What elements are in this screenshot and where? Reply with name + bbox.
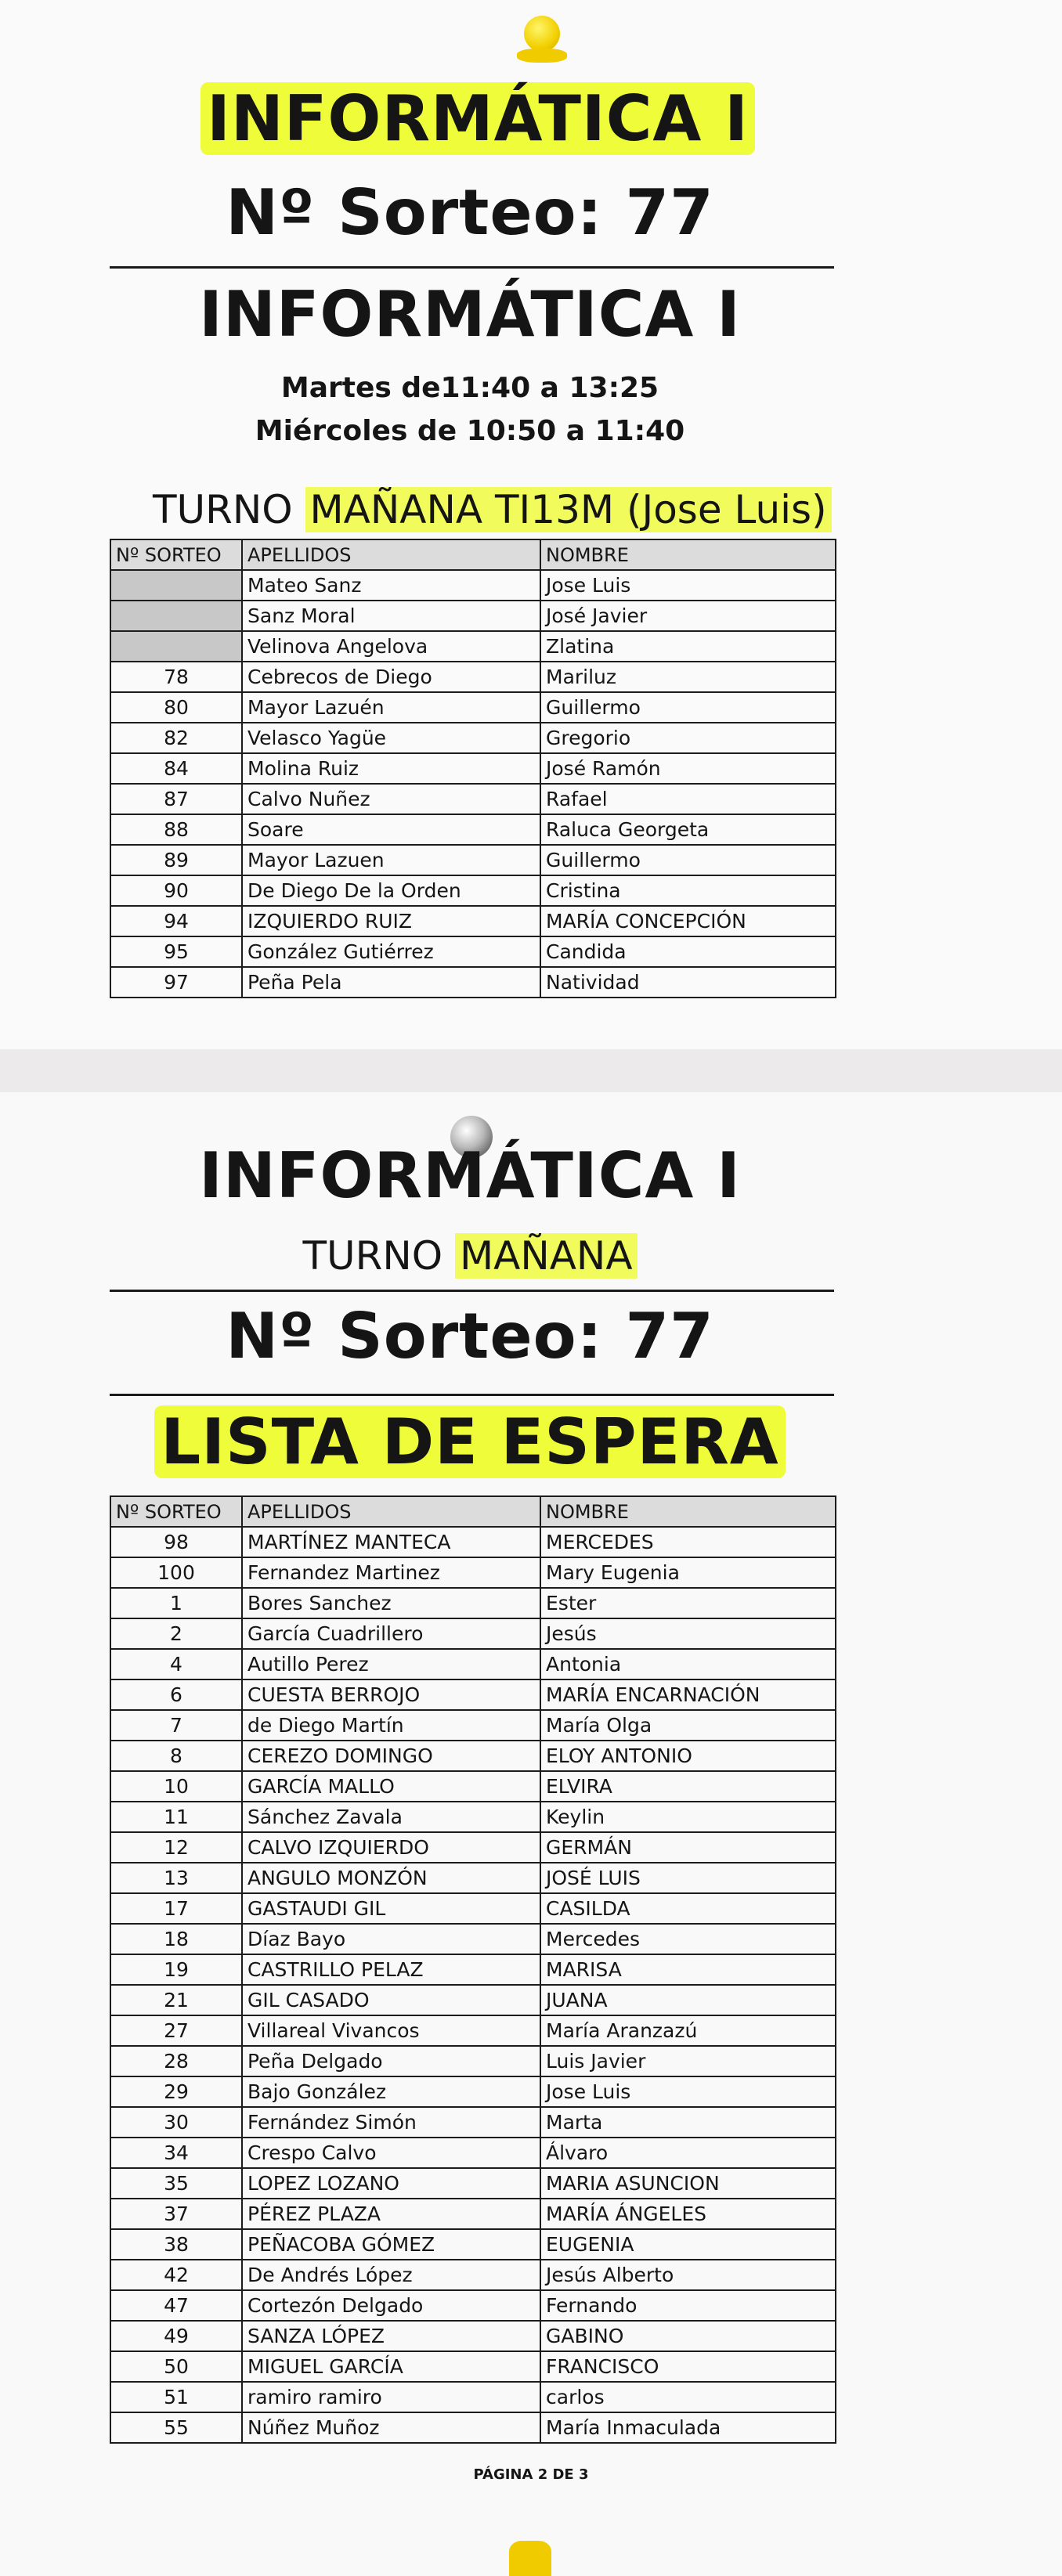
table-row xyxy=(110,1588,836,1618)
table-row xyxy=(110,1893,836,1924)
cell-num: 11 xyxy=(110,1802,242,1832)
sorteo-label-2: Nº Sorteo: xyxy=(226,1300,603,1373)
cell-nombre: María Aranzazú xyxy=(540,2015,836,2046)
cell-nombre: María Olga xyxy=(540,1710,836,1741)
cell-nombre: Guillermo xyxy=(540,845,836,875)
table-row xyxy=(110,753,836,784)
table-row xyxy=(110,814,836,845)
cell-num: 95 xyxy=(110,936,242,967)
cell-nombre: Rafael xyxy=(540,784,836,814)
header-apellidos: APELLIDOS xyxy=(242,1496,540,1527)
cell-apellidos: PÉREZ PLAZA xyxy=(242,2199,540,2229)
cell-nombre: MERCEDES xyxy=(540,1527,836,1557)
cell-num: 30 xyxy=(110,2107,242,2138)
cell-nombre: Jose Luis xyxy=(540,2076,836,2107)
cell-nombre: Álvaro xyxy=(540,2138,836,2168)
table-row xyxy=(110,936,836,967)
cell-nombre: MARÍA ENCARNACIÓN xyxy=(540,1679,836,1710)
cell-num: 17 xyxy=(110,1893,242,1924)
sorteo-number: 77 xyxy=(625,176,714,249)
cell-num: 87 xyxy=(110,784,242,814)
cell-apellidos: ANGULO MONZÓN xyxy=(242,1863,540,1893)
header-nombre: NOMBRE xyxy=(540,1496,836,1527)
sorteo-label: Nº Sorteo: xyxy=(226,176,603,249)
cell-num: 78 xyxy=(110,662,242,692)
cell-apellidos: Autillo Perez xyxy=(242,1649,540,1679)
lista-espera-title: LISTA DE ESPERA xyxy=(0,1405,940,1478)
cell-num: 34 xyxy=(110,2138,242,2168)
cell-nombre: Gregorio xyxy=(540,723,836,753)
cell-nombre: Luis Javier xyxy=(540,2046,836,2076)
cell-apellidos: García Cuadrillero xyxy=(242,1618,540,1649)
table-row xyxy=(110,2351,836,2382)
cell-apellidos: LOPEZ LOZANO xyxy=(242,2168,540,2199)
cell-num: 10 xyxy=(110,1771,242,1802)
cell-nombre: Cristina xyxy=(540,875,836,906)
turno-table xyxy=(110,539,836,998)
cell-apellidos: Velinova Angelova xyxy=(242,631,540,662)
cell-num: 89 xyxy=(110,845,242,875)
cell-apellidos: Soare xyxy=(242,814,540,845)
table-row xyxy=(110,1741,836,1771)
cell-num: 1 xyxy=(110,1588,242,1618)
cell-nombre: JUANA xyxy=(540,1985,836,2015)
cell-num: 49 xyxy=(110,2321,242,2351)
cell-nombre: Natividad xyxy=(540,967,836,998)
yellow-pushpin-icon-bottom xyxy=(509,2541,551,2576)
cell-num: 21 xyxy=(110,1985,242,2015)
table-row xyxy=(110,692,836,723)
turno-prefix: TURNO xyxy=(153,487,293,532)
table-row xyxy=(110,2107,836,2138)
cell-num: 42 xyxy=(110,2260,242,2290)
cell-apellidos: GASTAUDI GIL xyxy=(242,1893,540,1924)
cell-nombre: MARÍA ÁNGELES xyxy=(540,2199,836,2229)
turno-heading xyxy=(153,487,832,532)
course-title: INFORMÁTICA I xyxy=(199,278,741,351)
divider-2a xyxy=(110,1290,834,1292)
course-title-2: INFORMÁTICA I xyxy=(199,1139,741,1212)
cell-num: 51 xyxy=(110,2382,242,2412)
cell-nombre: CASILDA xyxy=(540,1893,836,1924)
cell-nombre: EUGENIA xyxy=(540,2229,836,2260)
cell-nombre: JOSÉ LUIS xyxy=(540,1863,836,1893)
cell-nombre: Marta xyxy=(540,2107,836,2138)
yellow-pushpin-base-icon xyxy=(517,49,567,63)
cell-apellidos: Peña Pela xyxy=(242,967,540,998)
cell-nombre: José Ramón xyxy=(540,753,836,784)
cell-nombre: Mariluz xyxy=(540,662,836,692)
table-row xyxy=(110,570,836,601)
notice-sheet-1 xyxy=(0,0,1062,1049)
sorteo-heading-2 xyxy=(0,1300,940,1373)
cell-apellidos: MARTÍNEZ MANTECA xyxy=(242,1527,540,1557)
table-row xyxy=(110,1985,836,2015)
cell-num: 28 xyxy=(110,2046,242,2076)
cell-num xyxy=(110,601,242,631)
cell-apellidos: González Gutiérrez xyxy=(242,936,540,967)
cell-num: 4 xyxy=(110,1649,242,1679)
cell-apellidos: CUESTA BERROJO xyxy=(242,1679,540,1710)
cell-apellidos: Velasco Yagüe xyxy=(242,723,540,753)
turno-highlight: MAÑANA TI13M (Jose Luis) xyxy=(305,487,832,532)
cell-nombre: Keylin xyxy=(540,1802,836,1832)
cell-apellidos: MIGUEL GARCÍA xyxy=(242,2351,540,2382)
cell-apellidos: ramiro ramiro xyxy=(242,2382,540,2412)
cell-nombre: Jesús xyxy=(540,1618,836,1649)
header-apellidos: APELLIDOS xyxy=(242,539,540,570)
cell-num: 37 xyxy=(110,2199,242,2229)
cell-nombre: Mary Eugenia xyxy=(540,1557,836,1588)
cell-nombre: MARIA ASUNCION xyxy=(540,2168,836,2199)
turno-prefix-2: TURNO xyxy=(302,1233,443,1279)
cell-apellidos: Crespo Calvo xyxy=(242,2138,540,2168)
cell-num: 90 xyxy=(110,875,242,906)
cell-num: 84 xyxy=(110,753,242,784)
cell-apellidos: De Diego De la Orden xyxy=(242,875,540,906)
cell-num: 12 xyxy=(110,1832,242,1863)
cell-nombre: Antonia xyxy=(540,1649,836,1679)
cell-num xyxy=(110,570,242,601)
cell-num: 38 xyxy=(110,2229,242,2260)
cell-num: 98 xyxy=(110,1527,242,1557)
table-header-row xyxy=(110,1496,836,1527)
cell-apellidos: Molina Ruiz xyxy=(242,753,540,784)
table-row xyxy=(110,601,836,631)
cell-num: 29 xyxy=(110,2076,242,2107)
cell-num xyxy=(110,631,242,662)
table-row xyxy=(110,662,836,692)
table-row xyxy=(110,2046,836,2076)
cell-num: 8 xyxy=(110,1741,242,1771)
cell-apellidos: Núñez Muñoz xyxy=(242,2412,540,2443)
cell-apellidos: de Diego Martín xyxy=(242,1710,540,1741)
cell-apellidos: Peña Delgado xyxy=(242,2046,540,2076)
cell-nombre: MARISA xyxy=(540,1954,836,1985)
cell-nombre: Zlatina xyxy=(540,631,836,662)
cell-nombre: José Javier xyxy=(540,601,836,631)
table-row xyxy=(110,2260,836,2290)
table-row xyxy=(110,2138,836,2168)
table-row xyxy=(110,1954,836,1985)
table-header-row xyxy=(110,539,836,570)
table-row xyxy=(110,1527,836,1557)
cell-num: 82 xyxy=(110,723,242,753)
header-nombre: NOMBRE xyxy=(540,539,836,570)
cell-apellidos: Mateo Sanz xyxy=(242,570,540,601)
cell-nombre: Guillermo xyxy=(540,692,836,723)
cell-num: 2 xyxy=(110,1618,242,1649)
cell-apellidos: De Andrés López xyxy=(242,2260,540,2290)
cell-apellidos: Díaz Bayo xyxy=(242,1924,540,1954)
cell-apellidos: PEÑACOBA GÓMEZ xyxy=(242,2229,540,2260)
cell-nombre: ELOY ANTONIO xyxy=(540,1741,836,1771)
cell-num: 18 xyxy=(110,1924,242,1954)
cell-apellidos: IZQUIERDO RUIZ xyxy=(242,906,540,936)
table-row xyxy=(110,1618,836,1649)
divider xyxy=(110,266,834,269)
cell-apellidos: Sánchez Zavala xyxy=(242,1802,540,1832)
yellow-pushpin-icon xyxy=(524,16,560,52)
table-row xyxy=(110,1710,836,1741)
cell-apellidos: Mayor Lazuén xyxy=(242,692,540,723)
cell-num: 100 xyxy=(110,1557,242,1588)
cell-apellidos: Bores Sanchez xyxy=(242,1588,540,1618)
sorteo-heading xyxy=(0,176,940,249)
table-row xyxy=(110,967,836,998)
cell-apellidos: Calvo Nuñez xyxy=(242,784,540,814)
sheet-gap xyxy=(0,1049,1062,1092)
cell-nombre: FRANCISCO xyxy=(540,2351,836,2382)
table-row xyxy=(110,2321,836,2351)
cell-num: 88 xyxy=(110,814,242,845)
turno-highlight-2: MAÑANA xyxy=(455,1233,638,1279)
turno-heading-2 xyxy=(0,1233,940,1279)
cell-nombre: carlos xyxy=(540,2382,836,2412)
cell-num: 6 xyxy=(110,1679,242,1710)
cell-nombre: Jesús Alberto xyxy=(540,2260,836,2290)
cell-num: 80 xyxy=(110,692,242,723)
schedule-line-2: Miércoles de 10:50 a 11:40 xyxy=(255,415,685,447)
cell-num: 94 xyxy=(110,906,242,936)
cell-apellidos: Cortezón Delgado xyxy=(242,2290,540,2321)
cell-apellidos: Cebrecos de Diego xyxy=(242,662,540,692)
highlighted-title: INFORMÁTICA I xyxy=(0,82,955,155)
cell-num: 19 xyxy=(110,1954,242,1985)
table-row xyxy=(110,2229,836,2260)
cell-nombre: Mercedes xyxy=(540,1924,836,1954)
cell-nombre: GABINO xyxy=(540,2321,836,2351)
cell-nombre: ELVIRA xyxy=(540,1771,836,1802)
cell-nombre: Raluca Georgeta xyxy=(540,814,836,845)
cell-apellidos: GARCÍA MALLO xyxy=(242,1771,540,1802)
table-row xyxy=(110,2412,836,2443)
cell-apellidos: CEREZO DOMINGO xyxy=(242,1741,540,1771)
table-row xyxy=(110,1557,836,1588)
cell-apellidos: SANZA LÓPEZ xyxy=(242,2321,540,2351)
header-num: Nº SORTEO xyxy=(110,1496,242,1527)
cell-nombre: GERMÁN xyxy=(540,1832,836,1863)
cell-num: 50 xyxy=(110,2351,242,2382)
cell-num: 27 xyxy=(110,2015,242,2046)
divider-2b xyxy=(110,1394,834,1396)
cell-apellidos: Bajo González xyxy=(242,2076,540,2107)
cell-num: 13 xyxy=(110,1863,242,1893)
table-row xyxy=(110,631,836,662)
sorteo-number-2: 77 xyxy=(625,1300,714,1373)
table-row xyxy=(110,2015,836,2046)
cell-apellidos: CASTRILLO PELAZ xyxy=(242,1954,540,1985)
cell-nombre: Candida xyxy=(540,936,836,967)
cell-apellidos: Fernández Simón xyxy=(242,2107,540,2138)
cell-apellidos: Fernandez Martinez xyxy=(242,1557,540,1588)
table-row xyxy=(110,2199,836,2229)
table-row xyxy=(110,1771,836,1802)
cell-num: 7 xyxy=(110,1710,242,1741)
table-row xyxy=(110,1832,836,1863)
lista-espera-table xyxy=(110,1495,836,2444)
table-row xyxy=(110,845,836,875)
page-footer: PÁGINA 2 DE 3 xyxy=(473,2466,589,2483)
cell-nombre: María Inmaculada xyxy=(540,2412,836,2443)
table-row xyxy=(110,2168,836,2199)
notice-sheet-2 xyxy=(0,1092,1062,2576)
table-row xyxy=(110,2290,836,2321)
cell-nombre: Fernando xyxy=(540,2290,836,2321)
cell-num: 35 xyxy=(110,2168,242,2199)
cell-apellidos: GIL CASADO xyxy=(242,1985,540,2015)
table-row xyxy=(110,2076,836,2107)
cell-apellidos: CALVO IZQUIERDO xyxy=(242,1832,540,1863)
cell-nombre: MARÍA CONCEPCIÓN xyxy=(540,906,836,936)
cell-num: 97 xyxy=(110,967,242,998)
cell-apellidos: Sanz Moral xyxy=(242,601,540,631)
header-num: Nº SORTEO xyxy=(110,539,242,570)
table-row xyxy=(110,1649,836,1679)
cell-num: 55 xyxy=(110,2412,242,2443)
table-row xyxy=(110,1924,836,1954)
table-row xyxy=(110,723,836,753)
table-row xyxy=(110,875,836,906)
table-row xyxy=(110,906,836,936)
table-row xyxy=(110,784,836,814)
table-row xyxy=(110,1863,836,1893)
cell-num: 47 xyxy=(110,2290,242,2321)
table-row xyxy=(110,1802,836,1832)
table-row xyxy=(110,2382,836,2412)
cell-apellidos: Villareal Vivancos xyxy=(242,2015,540,2046)
cell-apellidos: Mayor Lazuen xyxy=(242,845,540,875)
cell-nombre: Jose Luis xyxy=(540,570,836,601)
schedule-line-1: Martes de11:40 a 13:25 xyxy=(280,372,659,404)
table-row xyxy=(110,1679,836,1710)
cell-nombre: Ester xyxy=(540,1588,836,1618)
